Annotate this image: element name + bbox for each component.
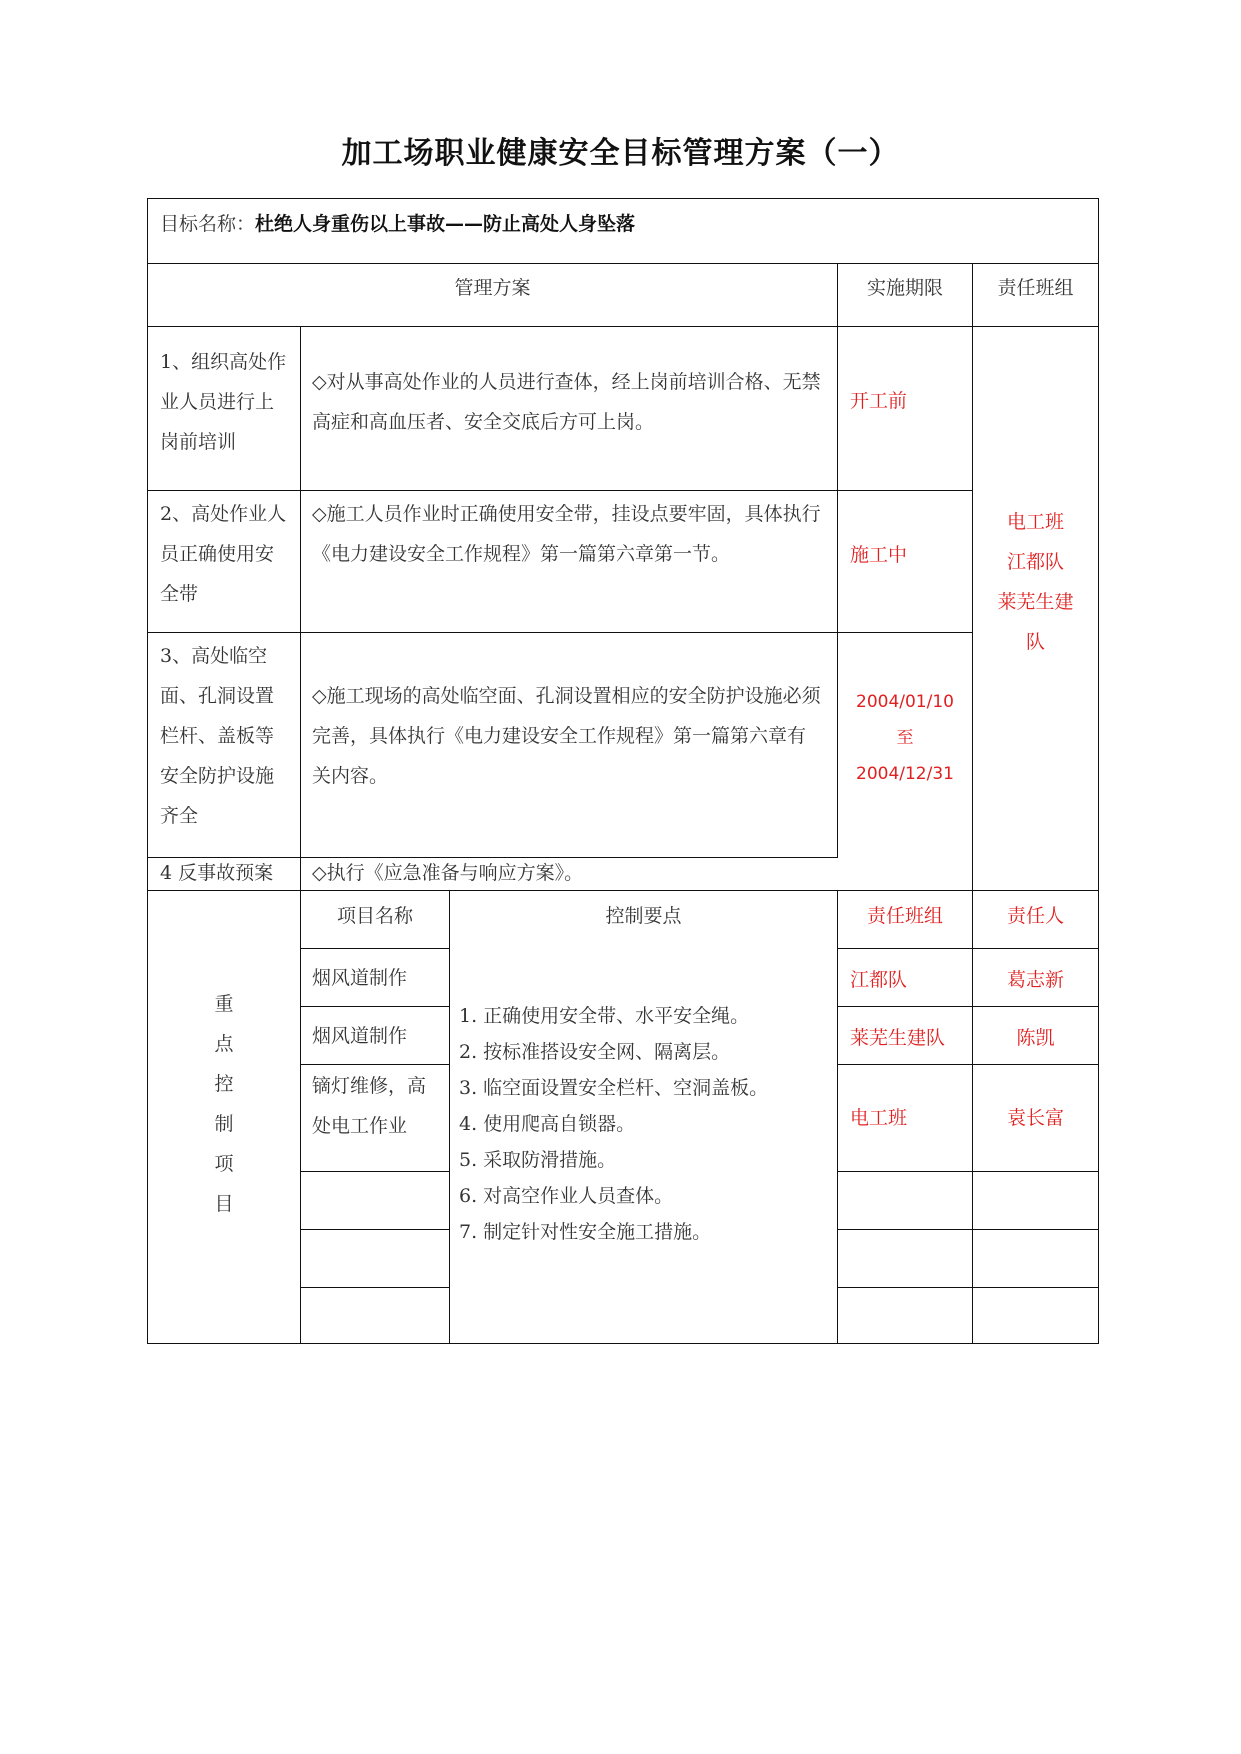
kc-header-points: 控制要点	[605, 905, 682, 927]
header-deadline: 实施期限	[866, 277, 943, 299]
item-3-deadline-start: 2004/01/10	[856, 692, 954, 712]
key-control-char: 点	[214, 1033, 234, 1055]
responsible-team-2: 江都队	[1006, 551, 1064, 573]
kc-row-2-project: 烟风道制作	[312, 1025, 408, 1047]
item-1-desc: ◇对从事高处作业的人员进行查体，经上岗前培训合格、无禁高症和高血压者、安全交底后方可上岗。	[312, 371, 821, 433]
key-control-char: 目	[214, 1193, 234, 1215]
item-2-desc: ◇施工人员作业时正确使用安全带，挂设点要牢固，具体执行《电力建设安全工作规程》第一篇第六章第一节。	[312, 503, 821, 565]
goal-row	[160, 204, 635, 244]
kc-row-1-person: 葛志新	[1006, 969, 1064, 991]
responsible-team-4: 队	[1025, 631, 1045, 653]
kc-points-list	[459, 998, 829, 1250]
kc-header-project: 项目名称	[336, 905, 413, 927]
item-1-deadline: 开工前	[850, 390, 908, 412]
kc-point: 7. 制定针对性安全施工措施。	[459, 1221, 712, 1243]
goal-label: 目标名称：	[160, 213, 256, 235]
kc-row-2-person: 陈凯	[1016, 1027, 1055, 1049]
header-plan: 管理方案	[454, 277, 531, 299]
page-title: 加工场职业健康安全目标管理方案（一）	[341, 136, 900, 171]
item-2-name: 2、高处作业人员正确使用安全带	[160, 503, 287, 605]
kc-header-team: 责任班组	[866, 905, 943, 927]
item-2-deadline: 施工中	[850, 544, 908, 566]
key-control-char: 重	[214, 993, 234, 1015]
item-4-name: 4 反事故预案	[160, 862, 274, 884]
kc-row-1-team: 江都队	[850, 969, 908, 991]
item-4-desc: ◇执行《应急准备与响应方案》。	[312, 862, 584, 884]
kc-point: 1. 正确使用安全带、水平安全绳。	[459, 1005, 750, 1027]
kc-point: 6. 对高空作业人员查体。	[459, 1185, 674, 1207]
kc-row-2-team: 莱芜生建队	[850, 1027, 946, 1049]
kc-point: 5. 采取防滑措施。	[459, 1149, 617, 1171]
kc-row-3-project: 镝灯维修，高处电工作业	[312, 1075, 427, 1137]
responsible-team-1: 电工班	[1006, 511, 1064, 533]
kc-row-3-team: 电工班	[850, 1107, 908, 1129]
item-3-deadline-end: 2004/12/31	[856, 764, 954, 784]
kc-row-1-project: 烟风道制作	[312, 967, 408, 989]
key-control-char: 控	[214, 1073, 234, 1095]
item-1-name: 1、组织高处作业人员进行上岗前培训	[160, 351, 287, 453]
kc-point: 3. 临空面设置安全栏杆、空洞盖板。	[459, 1077, 769, 1099]
item-3-desc: ◇施工现场的高处临空面、孔洞设置相应的安全防护设施必须完善，具体执行《电力建设安全工作规程》第一篇第六章有关内容。	[312, 685, 821, 787]
kc-point: 4. 使用爬高自锁器。	[459, 1113, 636, 1135]
item-3-name: 3、高处临空面、孔洞设置栏杆、盖板等安全防护设施齐全	[160, 645, 275, 827]
goal-value: 杜绝人身重伤以上事故——防止高处人身坠落	[255, 213, 636, 235]
key-control-char: 制	[214, 1113, 234, 1135]
header-team: 责任班组	[997, 277, 1074, 299]
kc-row-3-person: 袁长富	[1006, 1107, 1064, 1129]
responsible-team-3: 莱芜生建	[997, 591, 1074, 613]
kc-point: 2. 按标准搭设安全网、隔离层。	[459, 1041, 731, 1063]
kc-header-person: 责任人	[1006, 905, 1064, 927]
key-control-char: 项	[214, 1153, 234, 1175]
item-3-deadline-to: 至	[896, 728, 914, 748]
